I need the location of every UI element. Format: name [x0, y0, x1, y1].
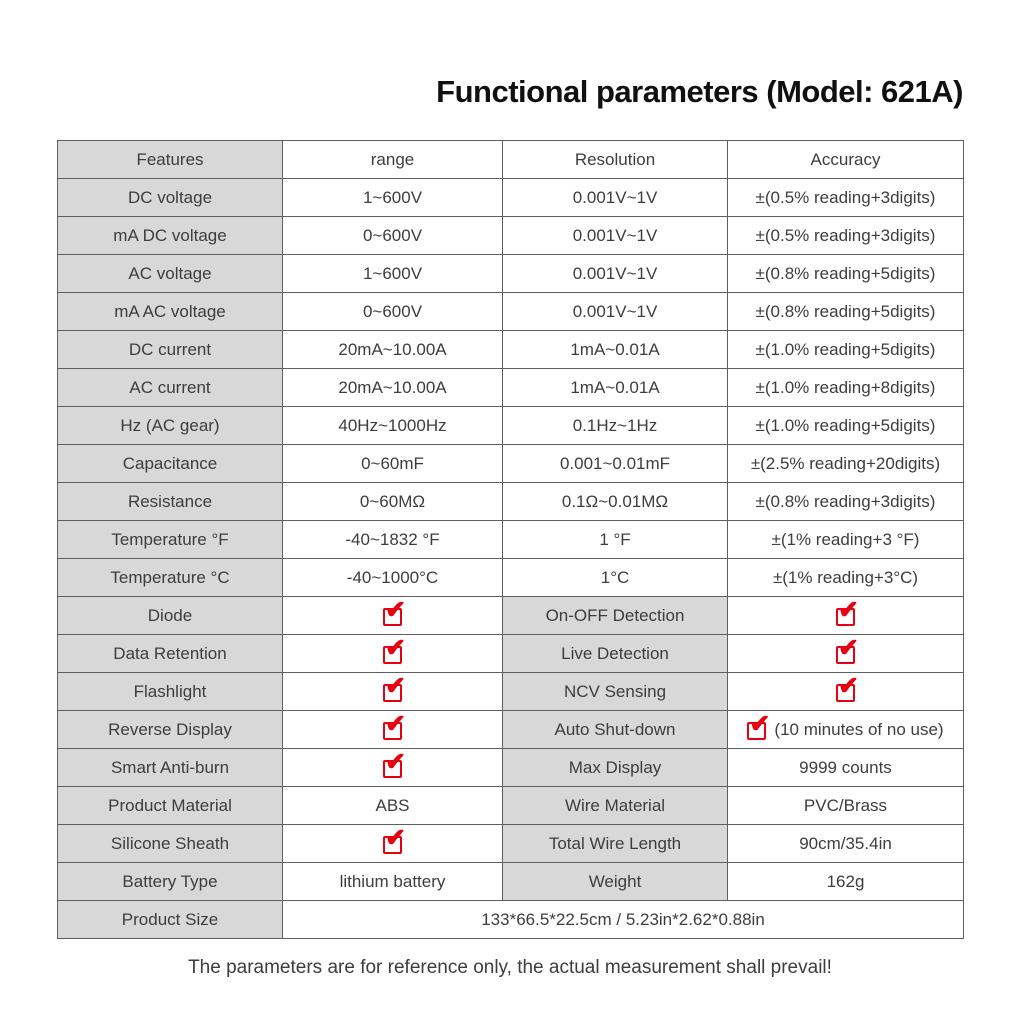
range-cell: 20mA~10.00A: [283, 369, 503, 407]
resolution-cell: 0.1Hz~1Hz: [503, 407, 728, 445]
feature-cell: DC current: [58, 331, 283, 369]
checkmark-icon: [747, 722, 766, 740]
resolution-cell: 1mA~0.01A: [503, 331, 728, 369]
feature-cell: Smart Anti-burn: [58, 749, 283, 787]
range-cell: 0~60MΩ: [283, 483, 503, 521]
feature-value-cell: [283, 711, 503, 749]
feature-value-cell: [728, 673, 964, 711]
checkmark-icon: [383, 646, 402, 664]
table-row: [58, 331, 964, 369]
table-row: [58, 673, 964, 711]
checkmark-icon: [383, 608, 402, 626]
table-row: [58, 483, 964, 521]
feature-value-cell: [728, 711, 964, 749]
table-row: [58, 369, 964, 407]
checkmark-icon: [383, 684, 402, 702]
checkmark-icon: [383, 836, 402, 854]
table-row: [58, 825, 964, 863]
feature-cell: Product Material: [58, 787, 283, 825]
feature-value-cell: 162g: [728, 863, 964, 901]
feature-value-cell: ABS: [283, 787, 503, 825]
header-features: Features: [58, 141, 283, 179]
table-row: [58, 407, 964, 445]
feature-value-cell: [283, 749, 503, 787]
feature-cell: Data Retention: [58, 635, 283, 673]
accuracy-cell: ±(1.0% reading+8digits): [728, 369, 964, 407]
feature-cell: NCV Sensing: [503, 673, 728, 711]
checkmark-icon: [836, 684, 855, 702]
resolution-cell: 1 °F: [503, 521, 728, 559]
table-row: [58, 217, 964, 255]
accuracy-cell: ±(1% reading+3 °F): [728, 521, 964, 559]
feature-value-cell: lithium battery: [283, 863, 503, 901]
feature-cell: Total Wire Length: [503, 825, 728, 863]
range-cell: -40~1832 °F: [283, 521, 503, 559]
accuracy-cell: ±(0.8% reading+3digits): [728, 483, 964, 521]
range-cell: -40~1000°C: [283, 559, 503, 597]
accuracy-cell: ±(1.0% reading+5digits): [728, 331, 964, 369]
table-row: [58, 787, 964, 825]
range-cell: 1~600V: [283, 255, 503, 293]
feature-cell: Live Detection: [503, 635, 728, 673]
range-cell: 0~60mF: [283, 445, 503, 483]
range-cell: 0~600V: [283, 293, 503, 331]
table-row: [58, 901, 964, 939]
accuracy-cell: ±(1% reading+3°C): [728, 559, 964, 597]
checkmark-icon: [836, 608, 855, 626]
table-row: [58, 179, 964, 217]
resolution-cell: 0.001V~1V: [503, 255, 728, 293]
table-row: [58, 521, 964, 559]
table-row: [58, 863, 964, 901]
range-cell: 0~600V: [283, 217, 503, 255]
feature-cell: Temperature °C: [58, 559, 283, 597]
parameters-table: [57, 140, 964, 939]
feature-value-cell: [728, 597, 964, 635]
accuracy-cell: ±(0.8% reading+5digits): [728, 255, 964, 293]
range-cell: 1~600V: [283, 179, 503, 217]
feature-cell: AC voltage: [58, 255, 283, 293]
feature-cell: Max Display: [503, 749, 728, 787]
feature-cell: Auto Shut-down: [503, 711, 728, 749]
checkmark-icon: [383, 760, 402, 778]
feature-cell: mA DC voltage: [58, 217, 283, 255]
feature-value-cell: [283, 673, 503, 711]
table-row: [58, 445, 964, 483]
resolution-cell: 1°C: [503, 559, 728, 597]
disclaimer-text: The parameters are for reference only, the actual measurement shall prevail!: [188, 957, 832, 978]
range-cell: 40Hz~1000Hz: [283, 407, 503, 445]
feature-cell: Temperature °F: [58, 521, 283, 559]
feature-cell: Flashlight: [58, 673, 283, 711]
accuracy-cell: ±(2.5% reading+20digits): [728, 445, 964, 483]
product-size-value-cell: 133*66.5*22.5cm / 5.23in*2.62*0.88in: [283, 901, 964, 939]
table-row: [58, 635, 964, 673]
feature-value-cell: [283, 635, 503, 673]
feature-value-cell: 90cm/35.4in: [728, 825, 964, 863]
resolution-cell: 0.001V~1V: [503, 179, 728, 217]
feature-cell: Weight: [503, 863, 728, 901]
range-cell: 20mA~10.00A: [283, 331, 503, 369]
resolution-cell: 0.001V~1V: [503, 293, 728, 331]
feature-cell: Product Size: [58, 901, 283, 939]
header-range: range: [283, 141, 503, 179]
feature-cell: Resistance: [58, 483, 283, 521]
page-title: Functional parameters (Model: 621A): [436, 74, 963, 109]
table-row: [58, 711, 964, 749]
resolution-cell: 0.001V~1V: [503, 217, 728, 255]
feature-cell: mA AC voltage: [58, 293, 283, 331]
accuracy-cell: ±(1.0% reading+5digits): [728, 407, 964, 445]
feature-cell: Capacitance: [58, 445, 283, 483]
feature-cell: On-OFF Detection: [503, 597, 728, 635]
table-row: [58, 293, 964, 331]
feature-value-cell: 9999 counts: [728, 749, 964, 787]
table-row: [58, 559, 964, 597]
feature-cell: Diode: [58, 597, 283, 635]
header-accuracy: Accuracy: [728, 141, 964, 179]
feature-value-cell: PVC/Brass: [728, 787, 964, 825]
resolution-cell: 1mA~0.01A: [503, 369, 728, 407]
resolution-cell: 0.001~0.01mF: [503, 445, 728, 483]
feature-value-cell: [728, 635, 964, 673]
feature-value-cell: [283, 597, 503, 635]
feature-cell: DC voltage: [58, 179, 283, 217]
feature-cell: AC current: [58, 369, 283, 407]
checkmark-icon: [836, 646, 855, 664]
accuracy-cell: ±(0.8% reading+5digits): [728, 293, 964, 331]
feature-value-text: (10 minutes of no use): [774, 719, 944, 739]
header-resolution: Resolution: [503, 141, 728, 179]
resolution-cell: 0.1Ω~0.01MΩ: [503, 483, 728, 521]
accuracy-cell: ±(0.5% reading+3digits): [728, 217, 964, 255]
feature-value-cell: [283, 825, 503, 863]
feature-cell: Hz (AC gear): [58, 407, 283, 445]
feature-cell: Wire Material: [503, 787, 728, 825]
checkmark-icon: [383, 722, 402, 740]
feature-cell: Reverse Display: [58, 711, 283, 749]
header-row: [58, 141, 964, 179]
table-row: [58, 749, 964, 787]
table-row: [58, 255, 964, 293]
table-row: [58, 597, 964, 635]
accuracy-cell: ±(0.5% reading+3digits): [728, 179, 964, 217]
feature-cell: Silicone Sheath: [58, 825, 283, 863]
feature-cell: Battery Type: [58, 863, 283, 901]
